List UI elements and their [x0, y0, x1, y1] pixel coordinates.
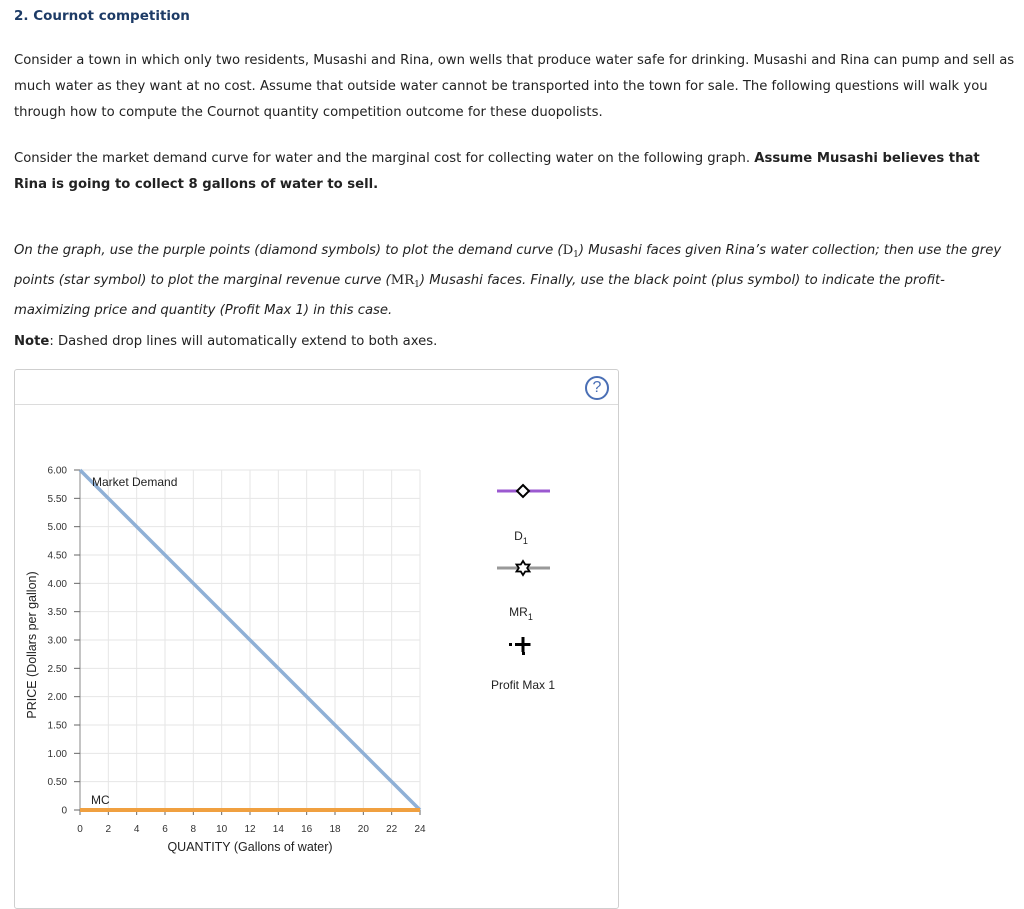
note-text: : Dashed drop lines will automatically extend to both axes. — [49, 334, 438, 349]
x-tick-label: 20 — [357, 824, 369, 835]
x-tick-label: 6 — [162, 824, 168, 835]
mr1-main: MR — [390, 273, 415, 288]
x-tick-label: 18 — [329, 824, 341, 835]
x-tick-label: 14 — [272, 824, 284, 835]
y-tick-label: 3.00 — [47, 635, 67, 647]
x-tick-label: 8 — [190, 824, 197, 835]
y-tick-label: 6.00 — [47, 465, 67, 477]
setup-text: Consider the market demand curve for water and the marginal cost for collecting water on the following graph. — [14, 151, 755, 166]
d1-main: D — [562, 243, 574, 258]
y-tick-label: 2.00 — [47, 692, 67, 704]
x-tick-label: 10 — [216, 824, 228, 835]
y-tick-label: 0 — [61, 805, 67, 817]
mr1-sub: 1 — [414, 280, 420, 290]
instructions-part3: ) Musashi faces. Finally, use the black point (plus symbol) to indicate the profit-maximizing price and quantity (Profit Max 1) in this case. — [14, 273, 945, 318]
profit-max-dash — [509, 643, 512, 646]
x-tick-label: 24 — [414, 824, 426, 835]
y-axis-title: PRICE (Dollars per gallon) — [25, 571, 39, 719]
x-tick-label: 22 — [386, 824, 398, 835]
mr1-legend-label: $MR_1$ — [509, 605, 533, 622]
y-tick-label: 1.50 — [47, 720, 67, 732]
intro-paragraph: Consider a town in which only two residents, Musashi and Rina, own wells that produce water safe for drinking. Musashi and Rina can pump and sell as much water as they want at no cost. Assume that outside water cannot be transported into the town for sale. The following questions will walk you through how to compute the Cournot quantity competition outcome for these duopolists. — [14, 53, 1015, 120]
help-button[interactable]: ? — [585, 376, 609, 400]
setup-assumption: Assume Musashi believes that Rina is going to collect 8 gallons of water to sell. — [14, 151, 980, 192]
y-tick-label: 5.00 — [47, 522, 67, 534]
page-title: 2. Cournot competition — [14, 8, 190, 24]
y-tick-label: 2.50 — [47, 663, 67, 675]
y-tick-label: 3.50 — [47, 607, 67, 619]
instructions-part2: ) Musashi faces given Rina’s water collection; then use the grey points (star symbol) to plot the marginal revenue curve ( — [14, 243, 1002, 288]
y-tick-label: 5.50 — [47, 493, 67, 505]
profit-max-dash — [522, 652, 525, 655]
x-tick-label: 12 — [244, 824, 256, 835]
note-label: Note — [14, 334, 50, 349]
x-tick-label: 16 — [301, 824, 313, 835]
x-tick-label: 2 — [105, 824, 112, 835]
mc-label: MC — [91, 793, 110, 807]
diamond-icon[interactable] — [517, 485, 529, 497]
plus-icon[interactable] — [516, 637, 531, 652]
d1-legend-label: $D_1$ — [514, 529, 528, 546]
market-demand-label: Market Demand — [92, 475, 178, 489]
y-tick-label: 4.00 — [47, 578, 67, 590]
x-tick-label: 4 — [133, 824, 140, 835]
y-tick-label: 0.50 — [47, 777, 67, 789]
star-icon[interactable] — [517, 561, 530, 575]
y-tick-label: 1.00 — [47, 748, 67, 760]
x-axis-title: QUANTITY (Gallons of water) — [167, 840, 333, 854]
x-tick-label: 0 — [77, 824, 83, 835]
y-tick-label: 4.50 — [47, 550, 67, 562]
d1-sub: 1 — [573, 250, 579, 260]
instructions-part1: On the graph, use the purple points (diamond symbols) to plot the demand curve ( — [14, 243, 563, 258]
profit-max-legend-label: Profit Max 1 — [490, 678, 556, 692]
